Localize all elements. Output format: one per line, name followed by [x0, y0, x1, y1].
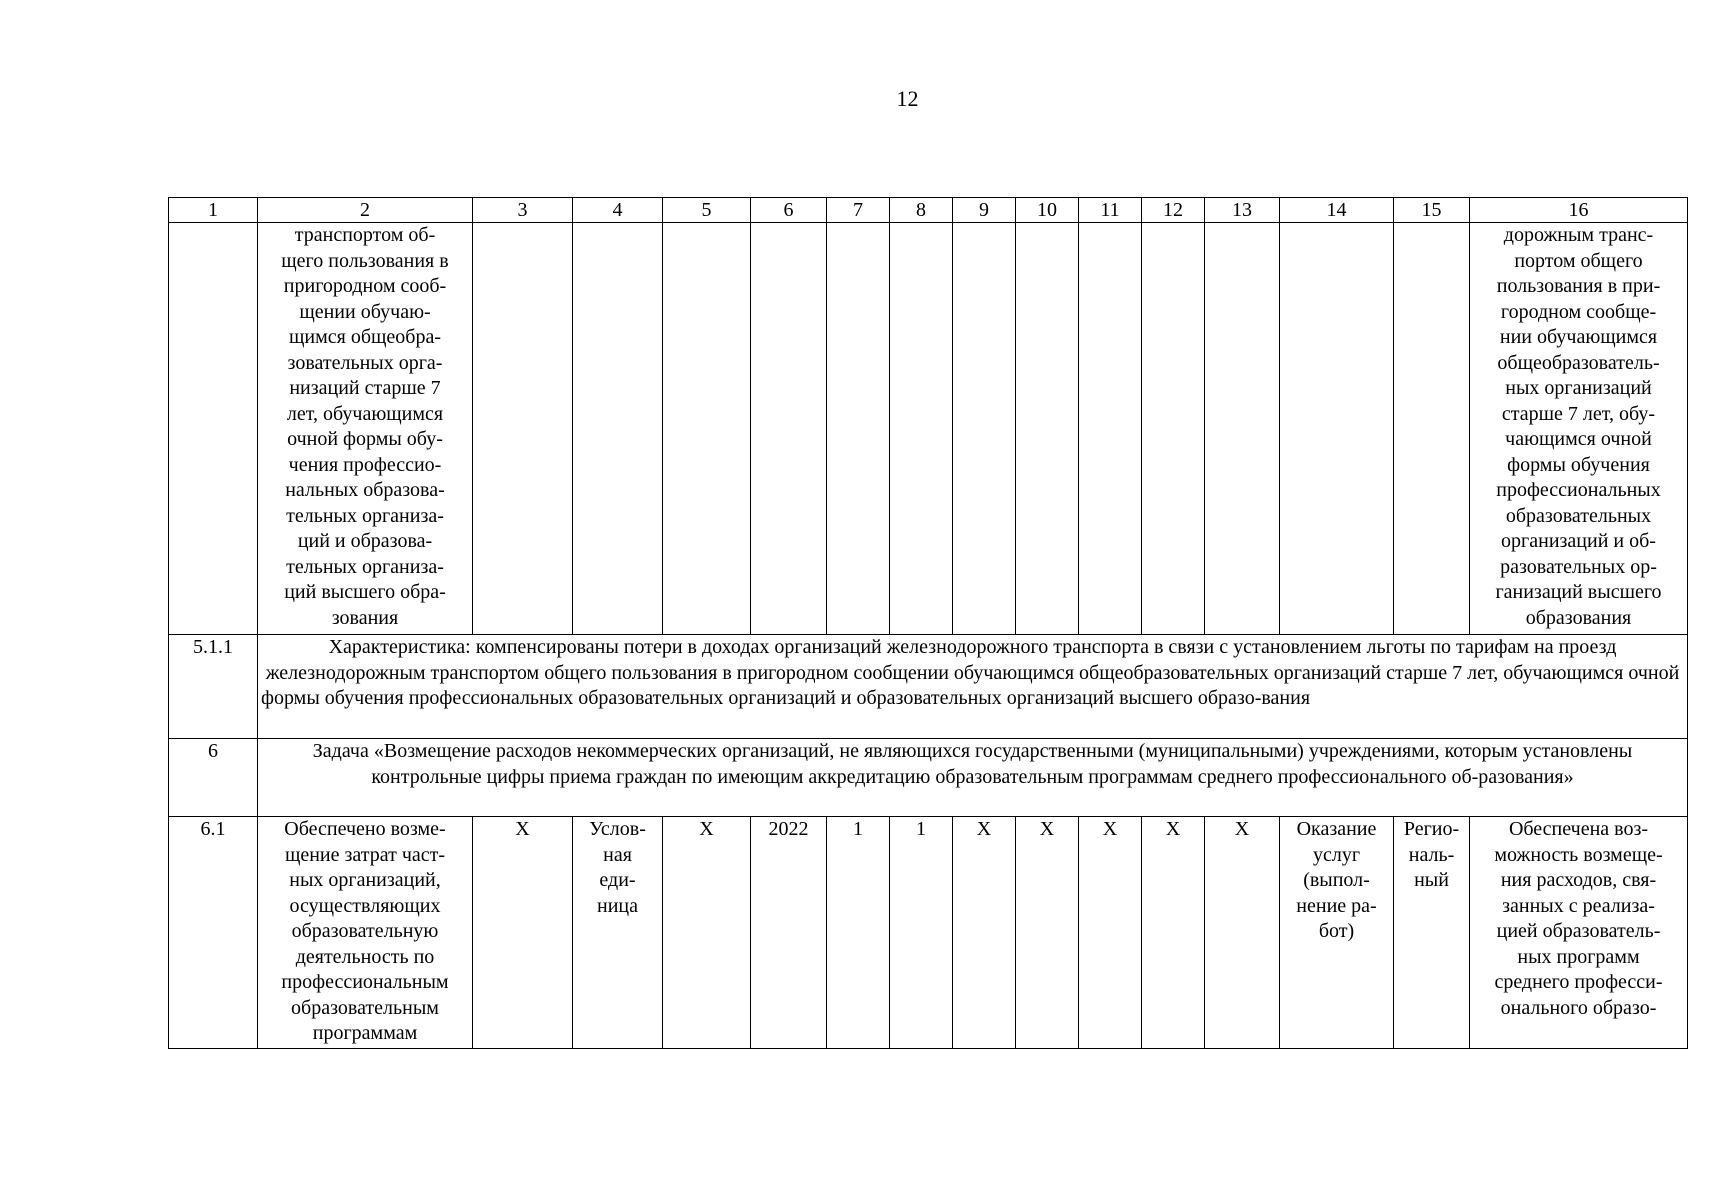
empty-cell [1016, 223, 1079, 635]
column-number: 2 [258, 198, 473, 223]
empty-cell [169, 223, 258, 635]
column-number: 1 [169, 198, 258, 223]
column-number: 10 [1016, 198, 1079, 223]
result-row [169, 817, 1688, 1049]
table-cell: X [473, 817, 573, 1049]
empty-cell [953, 223, 1016, 635]
empty-cell [751, 223, 827, 635]
column-number: 7 [827, 198, 890, 223]
continued-result-text: транспортом об- щего пользования в пригородном сооб- щении обучаю- щимся общеобра- зовательных орга- низаций старше 7 лет, обучающимся очной формы обу- чения профессио- нальных образова- тельных организа- ций и образова- тельных организа- ций высшего обра- зования [258, 223, 473, 635]
column-number: 14 [1280, 198, 1394, 223]
unit-of-measure: Услов- ная еди- ница [573, 817, 663, 1049]
continuation-row [169, 223, 1688, 635]
empty-cell [573, 223, 663, 635]
value-cell: 1 [890, 817, 953, 1049]
column-number-row [169, 198, 1688, 223]
result-name: Обеспечено возме- щение затрат част- ных организаций, осуществляющих образовательную деятельность по профессиональным образовательным программам [258, 817, 473, 1049]
table-cell: X [663, 817, 751, 1049]
characteristic-row [169, 635, 1688, 739]
empty-cell [1079, 223, 1142, 635]
value-cell: 1 [827, 817, 890, 1049]
task-text: Задача «Возмещение расходов некоммерческих организаций, не являющихся государственными (муниципальными) учреждениями, которым установлены контрольные цифры приема граждан по имеющим аккредитацию образовательным программам среднего профессионального об-разования» [258, 739, 1688, 817]
row-number: 6 [169, 739, 258, 817]
empty-cell [1142, 223, 1205, 635]
table-cell: X [1205, 817, 1280, 1049]
empty-cell [827, 223, 890, 635]
column-number: 6 [751, 198, 827, 223]
empty-cell [473, 223, 573, 635]
table-cell: X [953, 817, 1016, 1049]
row-number: 6.1 [169, 817, 258, 1049]
column-number: 15 [1394, 198, 1470, 223]
empty-cell [1280, 223, 1394, 635]
empty-cell [890, 223, 953, 635]
program-table [168, 197, 1688, 1049]
effect-text: Обеспечена воз- можность возмеще- ния расходов, свя- занных с реализа- цией образователь- ных программ среднего професси- онального образо- [1470, 817, 1688, 1049]
page-number: 12 [896, 86, 919, 111]
empty-cell [1205, 223, 1280, 635]
column-number: 9 [953, 198, 1016, 223]
column-number: 4 [573, 198, 663, 223]
table-cell: X [1142, 817, 1205, 1049]
row-number: 5.1.1 [169, 635, 258, 739]
column-number: 16 [1470, 198, 1688, 223]
result-type: Оказание услуг (выпол- нение ра- бот) [1280, 817, 1394, 1049]
table-cell: X [1016, 817, 1079, 1049]
result-level: Регио- наль- ный [1394, 817, 1470, 1049]
continued-effect-text: дорожным транс- портом общего пользования в при- городном сообще- нии обучающимся общеобразователь- ных организаций старше 7 лет, обу- чающимся очной формы обучения профессиональных образовательных организаций и об- разовательных ор- ганизаций высшего образования [1470, 223, 1688, 635]
year-cell: 2022 [751, 817, 827, 1049]
empty-cell [663, 223, 751, 635]
characteristic-text: Характеристика: компенсированы потери в доходах организаций железнодорожного транспорта в связи с установлением льготы по тарифам на проезд железнодорожным транспортом общего пользования в пригородном сообщении обучающимся общеобразовательных организаций старше 7 лет, обучающимся очной формы обучения профессиональных образовательных организаций и образовательных организаций высшего образо-вания [258, 635, 1688, 739]
column-number: 5 [663, 198, 751, 223]
column-number: 13 [1205, 198, 1280, 223]
empty-cell [1394, 223, 1470, 635]
column-number: 8 [890, 198, 953, 223]
column-number: 11 [1079, 198, 1142, 223]
table-cell: X [1079, 817, 1142, 1049]
task-row [169, 739, 1688, 817]
column-number: 12 [1142, 198, 1205, 223]
column-number: 3 [473, 198, 573, 223]
